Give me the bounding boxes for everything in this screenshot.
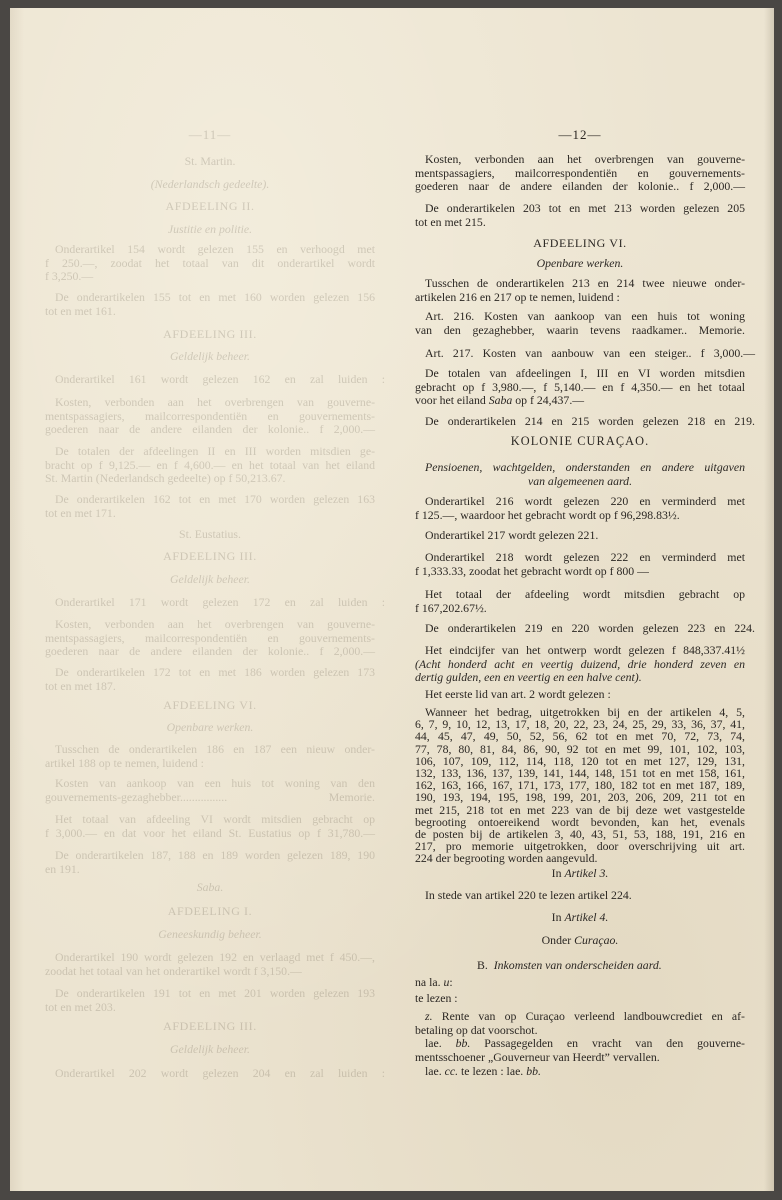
text-line: tot en met 203. (45, 999, 116, 1014)
paragraph-art-216 (415, 310, 745, 337)
line-na-la (415, 976, 745, 990)
text-segment: lae. (425, 1064, 445, 1078)
heading-onder-curacao (415, 934, 745, 948)
text-line: met 215, 218 tot en met 223 van de bij deze wet vastgestelde (415, 802, 745, 817)
text-line: (Acht honderd acht en veertig duizend, drie honderd zeven en (415, 656, 745, 671)
paragraph-passagegelden (415, 1037, 745, 1064)
left-paragraph-161: Onderartikel 161 wordt gelezen 162 en zal luiden : (55, 372, 385, 386)
heading-inkomsten (415, 959, 745, 973)
left-paragraph-totalen (45, 445, 375, 486)
text-line: Kosten van aankoop van een huis tot woning van den (55, 776, 375, 790)
left-paragraph-154 (45, 243, 375, 284)
text-segment: : (449, 975, 453, 989)
text-line: tot en met 171. (45, 505, 116, 520)
paragraph-art-217: Art. 217. Kosten van aanbouw van een steiger.. f 3,000.— (425, 346, 755, 360)
text-line: goederen naar de andere eilanden der kolonie.. f 2,000.— (415, 179, 745, 193)
text-line: zoodat het totaal van het onderartikel wordt f 3,150.— (45, 963, 302, 978)
text-line (415, 1037, 745, 1051)
text-line: mentspassagiers, mailcorrespondentiën en gouvernements- (415, 165, 745, 180)
left-paragraph-tusschen (45, 743, 375, 770)
text-line (415, 394, 745, 408)
text-segment-italic: Artikel 3. (564, 866, 609, 880)
text-line: Art. 216. Kosten van aankoop van een huis tot woning (425, 309, 745, 323)
text-segment: lae. (425, 1036, 456, 1050)
text-line: mentspassagiers, mailcorrespondentiën en gouvernements- (45, 408, 375, 423)
text-line: Het totaal der afdeeling wordt mitsdien gebracht op (425, 587, 745, 601)
text-line: 132, 133, 136, 137, 139, 141, 144, 148, 151 tot en met 158, 161, (415, 765, 745, 780)
left-paragraph-totaal (45, 813, 375, 840)
left-paragraph-162 (45, 493, 375, 520)
left-heading-afdeeling-iii-b: AFDEELING III. (163, 549, 257, 563)
subheading-pensioenen (415, 461, 745, 488)
text-line: f 3,000.— en dat voor het eiland St. Eustatius op f 31,780.— (45, 825, 375, 840)
text-segment: In (551, 910, 565, 924)
text-line: 106, 107, 109, 112, 114, 118, 120 tot en met 127, 129, 131, (415, 753, 745, 768)
text-segment: voor het eiland (415, 393, 489, 407)
page-number: —12— (558, 127, 602, 142)
text-line: De totalen der afdeelingen II en III worden mitsdien ge- (55, 444, 375, 458)
left-paragraph-kosten (45, 396, 375, 437)
text-line: Kosten, verbonden aan het overbrengen van gouverne- (55, 617, 375, 631)
text-line: f 1,333.33, zoodat het gebracht wordt op f 800 — (415, 563, 649, 578)
text-line: Onderartikel 216 wordt gelezen 220 en verminderd met (425, 494, 745, 508)
text-line: gouvernements-gezaghebber................ Memorie. (45, 789, 375, 804)
text-line: goederen naar de andere eilanden der kolonie.. f 2,000.— (45, 422, 375, 436)
text-segment-italic: Saba (488, 393, 513, 407)
text-line: De onderartikelen 172 tot en met 186 worden gelezen 173 (55, 665, 375, 679)
section-letter: B. (477, 958, 488, 972)
text-line: tot en met 187. (45, 678, 116, 693)
paragraph-218 (415, 551, 745, 578)
text-segment-italic: bb. (455, 1036, 471, 1050)
text-line: Onderartikel 218 wordt gelezen 222 en verminderd met (425, 550, 745, 564)
text-line (415, 1010, 745, 1024)
text-line: dertig gulden, een en veertig en een halve cent). (415, 670, 642, 684)
left-paragraph-191 (45, 987, 375, 1014)
paragraph-219: De onderartikelen 219 en 220 worden gelezen 223 en 224. (425, 621, 755, 635)
paragraph-203 (415, 202, 745, 229)
paragraph-in-stede: In stede van artikel 220 te lezen artikel 224. (425, 888, 632, 902)
text-line: artikel 188 op te nemen, luidend : (45, 755, 204, 770)
left-subheading-geldelijk-c: Geldelijk beheer. (170, 1042, 250, 1056)
text-line: en 191. (45, 861, 80, 876)
left-page-number: —11— (188, 127, 232, 142)
text-line: tot en met 161. (45, 303, 116, 318)
text-line: De totalen van afdeelingen I, III en VI worden mitsdien (425, 366, 745, 380)
paragraph-wanneer (415, 706, 745, 864)
left-paragraph-kosten-b (45, 618, 375, 659)
left-paragraph-172 (45, 666, 375, 693)
text-segment: Passagegelden en vracht van den gouverne- (470, 1036, 745, 1050)
text-segment-italic: Inkomsten van onderscheiden aard. (493, 958, 662, 972)
text-line: De onderartikelen 203 tot en met 213 worden gelezen 205 (425, 201, 745, 215)
text-line: De onderartikelen 191 tot en met 201 worden gelezen 193 (55, 986, 375, 1000)
text-line: f 167,202.67½. (415, 600, 487, 615)
text-line: Onderartikel 154 wordt gelezen 155 en verhoogd met (55, 242, 375, 256)
heading-afdeeling-vi: AFDEELING VI. (533, 236, 627, 250)
paragraph-totalen (415, 367, 745, 408)
text-segment: na la. (415, 975, 444, 989)
text-segment-italic: Artikel 4. (564, 910, 609, 924)
left-subheading-st-martin: (Nederlandsch gedeelte). (150, 177, 270, 191)
text-line: 6, 7, 9, 10, 12, 13, 17, 18, 20, 22, 23, 24, 25, 29, 33, 36, 37, 41, (415, 717, 745, 732)
text-line: mentspassagiers, mailcorrespondentiën en gouvernements- (45, 630, 375, 645)
paragraph-eindcijfer (415, 644, 745, 685)
text-line: de posten bij de artikelen 3, 40, 43, 51, 53, 188, 191, 216 en (415, 826, 745, 841)
text-segment-italic: u (443, 975, 450, 989)
text-line: mentsschoener „Gouverneur van Heerdt” vervallen. (415, 1049, 660, 1064)
text-line: tot en met 215. (415, 214, 486, 229)
left-subheading-geldelijk-b: Geldelijk beheer. (170, 572, 250, 586)
text-segment-italic: bb. (526, 1064, 541, 1078)
left-heading-afdeeling-ii: AFDEELING II. (165, 199, 255, 213)
text-line: van den gezaghebber, waarin tevens raadkamer.. Memorie. (415, 322, 745, 337)
left-paragraph-171: Onderartikel 171 wordt gelezen 172 en zal luiden : (55, 595, 385, 609)
text-line: Tusschen de onderartikelen 186 en 187 een nieuw onder- (55, 742, 375, 756)
left-paragraph-202: Onderartikel 202 wordt gelezen 204 en zal luiden : (55, 1066, 385, 1080)
text-line: St. Martin (Nederlandsch gedeelte) op f 50,213.67. (45, 471, 286, 485)
paragraph-214: De onderartikelen 214 en 215 worden gelezen 218 en 219. (425, 414, 755, 428)
left-paragraph-155 (45, 291, 375, 318)
left-heading-saba: Saba. (196, 880, 224, 894)
text-line: artikelen 216 en 217 op te nemen, luidend : (415, 289, 620, 304)
line-lae-cc (415, 1065, 755, 1079)
line-te-lezen: te lezen : (415, 991, 458, 1005)
text-line: 44, 45, 47, 49, 50, 52, 56, 62 tot en met 70, 72, 73, 74, (415, 729, 745, 744)
text-line: Kosten, verbonden aan het overbrengen van gouverne- (425, 152, 745, 166)
left-heading-afdeeling-iii-c: AFDEELING III. (163, 1019, 257, 1033)
text-line: 224 der begrooting worden aangevuld. (415, 851, 598, 866)
paragraph-216 (415, 495, 745, 522)
left-paragraph-190 (45, 951, 375, 978)
paragraph-eerste-lid: Het eerste lid van art. 2 wordt gelezen : (425, 687, 611, 701)
left-subheading-beheer: Geneeskundig beheer. (158, 927, 262, 941)
paragraph-tusschen (415, 277, 745, 304)
text-line: Kosten, verbonden aan het overbrengen van gouverne- (55, 395, 375, 409)
text-line: f 250.—, zoodat het totaal van dit onderartikel wordt (45, 255, 375, 270)
text-line: goederen naar de andere eilanden der kolonie.. f 2,000.— (45, 644, 375, 658)
left-heading-st-eustatius: St. Eustatius. (179, 527, 241, 541)
text-line: gebracht op f 3,980.—, f 5,140.— en f 4,350.— en het totaal (415, 379, 745, 394)
text-line: 217, pro memorie uitgetrokken, door overschrijving uit art. (415, 839, 745, 854)
text-line: van algemeenen aard. (527, 473, 633, 488)
text-line: Wanneer het bedrag, uitgetrokken bij en der artikelen 4, 5, (425, 705, 745, 719)
text-line: De onderartikelen 155 tot en met 160 worden gelezen 156 (55, 290, 375, 304)
left-paragraph-huis (45, 777, 375, 804)
heading-artikel-3 (415, 867, 745, 881)
text-line: 77, 78, 80, 81, 84, 86, 90, 92 tot en met 99, 101, 102, 103, (415, 741, 745, 756)
text-line: begrooting ontoereikend wordt bevonden, kan het, evenals (415, 814, 745, 829)
text-segment: op f 24,437.— (512, 393, 585, 407)
text-segment: In (551, 866, 565, 880)
text-line: 190, 193, 194, 195, 198, 199, 201, 203, 206, 209, 211 tot en (415, 790, 745, 805)
text-line: Tusschen de onderartikelen 213 en 214 twee nieuwe onder- (425, 276, 745, 290)
left-heading-afdeeling-i: AFDEELING I. (167, 904, 253, 918)
left-heading-afdeeling-vi: AFDEELING VI. (163, 698, 257, 712)
text-line: bracht op f 9,125.— en f 4,600.— en het totaal van het eiland (45, 457, 375, 472)
heading-artikel-4 (415, 911, 745, 925)
text-line: 162, 163, 166, 167, 171, 173, 177, 180, 182 tot en met 187, 189, (415, 778, 745, 793)
left-subheading-openbare-werken: Openbare werken. (166, 720, 254, 734)
text-segment-italic: cc. (444, 1064, 459, 1078)
text-segment: te lezen : lae. (458, 1064, 527, 1078)
text-line: betaling op dat voorschot. (415, 1022, 538, 1037)
text-line: Het totaal van afdeeling VI wordt mitsdien gebracht op (55, 812, 375, 826)
paragraph-rente (415, 1010, 745, 1037)
text-segment: Rente van op Curaçao verleend landbouwcrediet en af- (432, 1009, 745, 1023)
subheading-openbare-werken: Openbare werken. (536, 256, 624, 270)
paragraph-totaal (415, 588, 745, 615)
left-subheading-geldelijk: Geldelijk beheer. (170, 349, 250, 363)
left-subheading-justitie: Justitie en politie. (167, 222, 253, 236)
left-paragraph-187 (45, 849, 375, 876)
text-segment-italic: Curaçao. (574, 933, 619, 947)
paragraph-217: Onderartikel 217 wordt gelezen 221. (425, 528, 599, 542)
paragraph-kosten (415, 153, 745, 194)
text-line: Het eindcijfer van het ontwerp wordt gelezen f 848,337.41½ (425, 643, 745, 657)
text-line: De onderartikelen 187, 188 en 189 worden gelezen 189, 190 (55, 848, 375, 862)
text-line: f 3,250.— (45, 269, 94, 283)
text-line: De onderartikelen 162 tot en met 170 worden gelezen 163 (55, 492, 375, 506)
text-line: f 125.—, waardoor het gebracht wordt op f 96,298.83½. (415, 507, 680, 522)
left-heading-st-martin: St. Martin. (184, 154, 236, 168)
left-heading-afdeeling-iii: AFDEELING III. (163, 327, 257, 341)
text-segment-italic: z. (425, 1009, 433, 1023)
heading-kolonie-curacao: KOLONIE CURAÇAO. (510, 434, 650, 448)
text-line: Pensioenen, wachtgelden, onderstanden en andere uitgaven (425, 460, 745, 474)
text-line: Onderartikel 190 wordt gelezen 192 en verlaagd met f 450.—, (55, 950, 375, 964)
text-segment: Onder (541, 933, 575, 947)
